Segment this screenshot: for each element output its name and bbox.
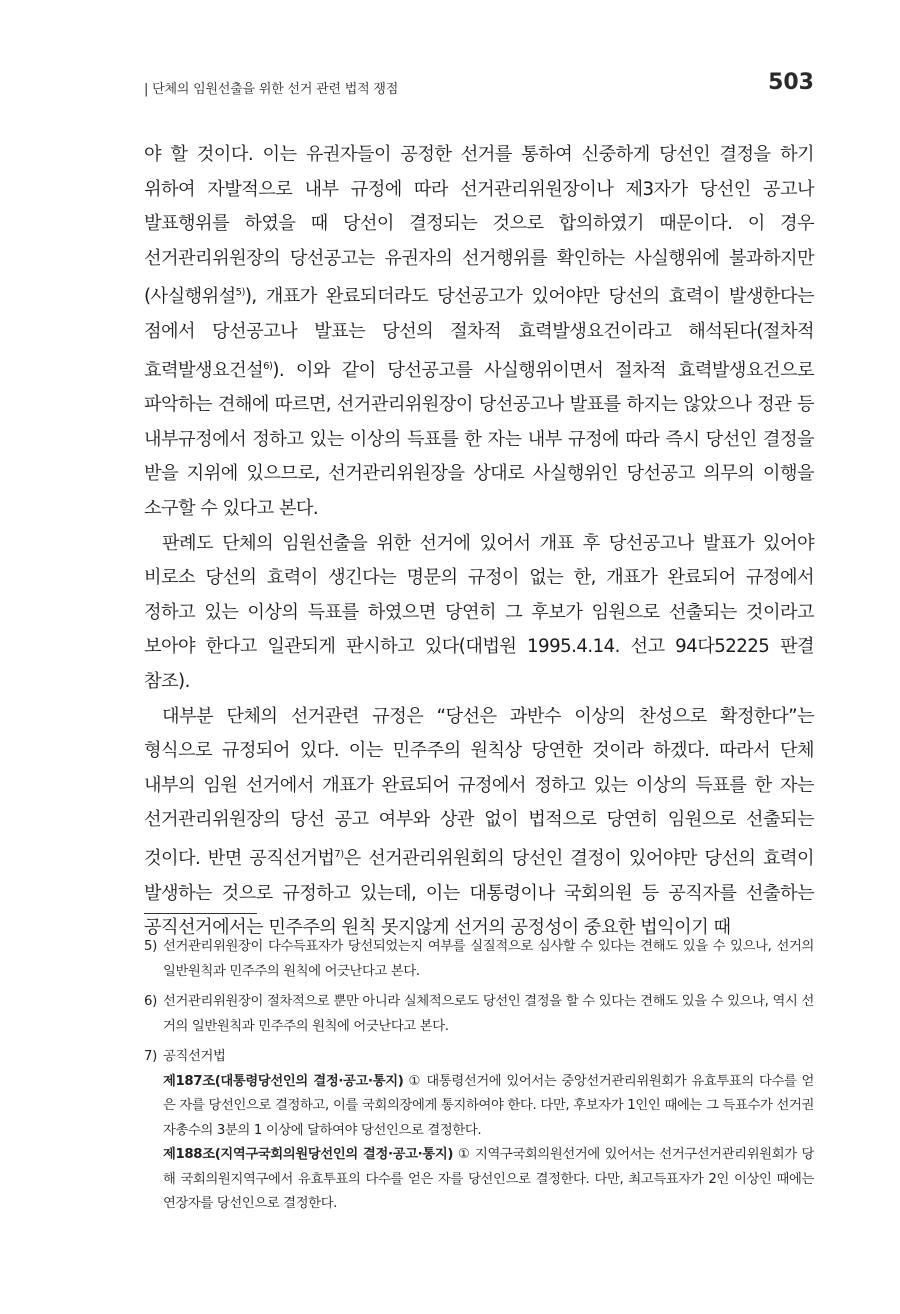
paragraph-3-text-b: 은 선거관리위원회의 당선인 결정이 있어야만 당선의 효력이 발생하는 것으로 규정하고 있는데, 이는 대통령이나 국회의원 등 공직자를 선출하는 공직선거에서는 민주주의 원칙 못지않게 선거의 공정성이 중요한 법익이기 때 [144,848,814,939]
article-title: 제188조(지역구국회의원당선인의 결정·공고·통지) [163,1147,454,1162]
page-number: 503 [768,70,814,95]
page-header [144,70,814,100]
paragraph-3 [144,700,814,946]
footnotes [144,935,814,1217]
footnote-text: 공직선거법 [163,1049,226,1064]
footnote-6 [144,990,814,1039]
law-article-188 [144,1143,814,1217]
footnote-number: 6) [144,994,157,1009]
footnote-ref-7: 7) [334,849,344,860]
article-text: ① 대통령선거에 있어서는 중앙선거관리위원회가 유효투표의 다수를 얻은 자를 당선인으로 결정하고, 이를 국회의장에게 통지하여야 한다. 다만, 후보자가 1인인 때에는 그 득표수가 선거권자총수의 3분의 1 이상에 달하여야 당선인으로 결정한다. [163,1073,814,1138]
law-article-187 [144,1070,814,1144]
article-text: ① 지역구국회의원선거에 있어서는 선거구선거관리위원회가 당해 국회의원지역구에서 유효투표의 다수를 얻은 자를 당선인으로 결정한다. 다만, 최고득표자가 2인 이상인 때에는 연장자를 당선인으로 결정한다. [163,1147,814,1211]
footnote-number: 5) [144,939,157,954]
footnote-divider [144,913,257,914]
footnote-ref-6: 6) [263,360,273,372]
paragraph-2: 판례도 단체의 임원선출을 위한 선거에 있어서 개표 후 당선공고나 발표가 있어야 비로소 당선의 효력이 생긴다는 명문의 규정이 없는 한, 개표가 완료되어 규정에서 정하고 있는 이상의 득표를 하였으면 당연히 그 후보가 임원으로 선출되는 것이라고 보아야 한다고 일관되게 판시하고 있다(대법원 1995.4.14. 선고 94다52225 판결 참조). [144,532,814,693]
footnote-ref-5: 5) [235,287,245,299]
footnote-5 [144,935,814,984]
footnote-7 [144,1045,814,1070]
body-text [144,138,814,946]
article-title: 제187조(대통령당선인의 결정·공고·통지) [163,1073,404,1089]
paragraph-1-text-b: ), 개표가 완료되더라도 당선공고가 있어야만 당선의 효력이 발생한다는 점에서 당선공고나 발표는 당선의 절차적 효력발생요건이라고 해석된다(절차적 효력발생요건설 [144,286,814,381]
paragraph-1-text-a: 야 할 것이다. 이는 유권자들이 공정한 선거를 통하여 신중하게 당선인 결정을 하기 위하여 자발적으로 내부 규정에 따라 선거관리위원장이나 제3자가 당선인 공고나 발표행위를 하였을 때 당선이 결정되는 것으로 합의하였기 때문이다. 이 경우 선거관리위원장의 당선공고는 유권자의 선거행위를 확인하는 사실행위에 불과하지만(사실행위설 [144,144,814,308]
footnote-text: 선거관리위원장이 절차적으로 뿐만 아니라 실체적으로도 당선인 결정을 할 수 있다는 견해도 있을 수 있으나, 역시 선거의 일반원칙과 민주주의 원칙에 어긋난다고 본다. [163,994,814,1034]
paragraph-1-text-c: ). 이와 같이 당선공고를 사실행위이면서 절차적 효력발생요건으로 파악하는 견해에 따르면, 선거관리위원장이 당선공고나 발표를 하지는 않았으나 정관 등 내부규정에서 정하고 있는 이상의 득표를 한 자는 내부 규정에 따라 즉시 당선인 결정을 받을 지위에 있으므로, 선거관리위원장을 상대로 사실행위인 당선공고 의무의 이행을 소구할 수 있다고 본다. [144,359,814,520]
footnote-number: 7) [144,1049,157,1064]
footnote-text: 선거관리위원장이 다수득표자가 당선되었는지 여부를 실질적으로 심사할 수 있다는 견해도 있을 수 있으나, 선거의 일반원칙과 민주주의 원칙에 어긋난다고 본다. [163,939,814,979]
paragraph-3-text-a: 대부분 단체의 선거관련 규정은 “당선은 과반수 이상의 찬성으로 확정한다”는 형식으로 규정되어 있다. 이는 민주주의 원칙상 당연한 것이라 하겠다. 따라서 단체 내부의 임원 선거에서 개표가 완료되어 규정에서 정하고 있는 이상의 득표를 한 자는 선거관리위원장의 당선 공고 여부와 상관 없이 법적으로 당연히 임원으로 선출되는 것이다. 반면 공직선거법 [144,705,814,870]
paragraph-1 [144,138,814,527]
running-head: | 단체의 임원선출을 위한 선거 관련 법적 쟁점 [144,82,399,97]
